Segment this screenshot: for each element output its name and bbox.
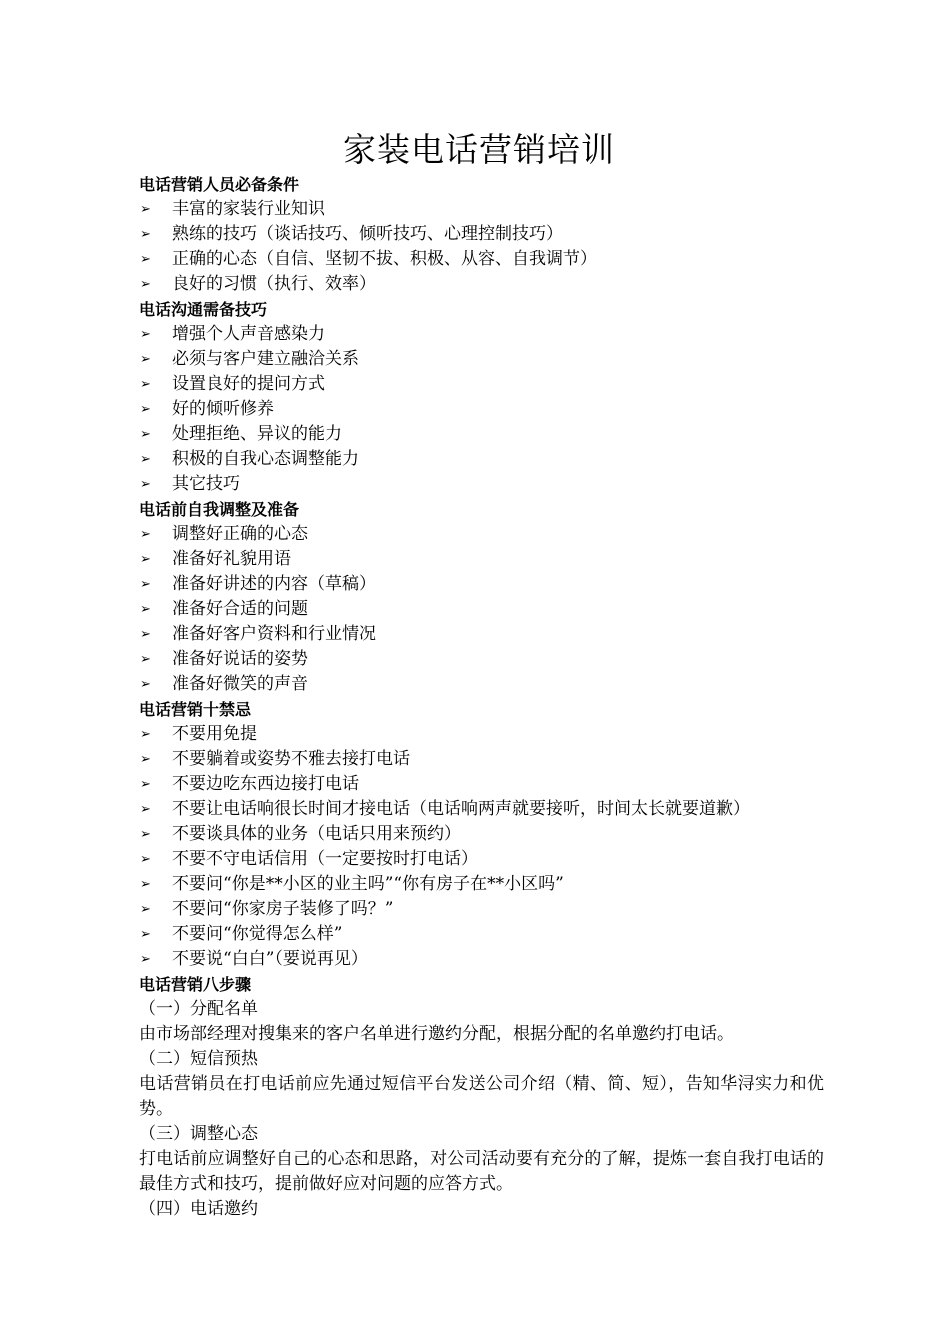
arrowhead-bullet-icon: ➢ <box>140 452 151 467</box>
list-item-text: 准备好说话的姿势 <box>172 649 308 669</box>
step-title: （二）短信预热 <box>139 1049 258 1069</box>
bullet-list <box>139 322 829 497</box>
list-item-text: 熟练的技巧（谈话技巧、倾听技巧、心理控制技巧） <box>172 224 563 244</box>
document-title: 家装电话营销培训 <box>343 130 615 169</box>
arrowhead-bullet-icon: ➢ <box>140 902 151 917</box>
list-item-text: 其它技巧 <box>172 474 240 494</box>
arrowhead-bullet-icon: ➢ <box>140 402 151 417</box>
list-item-text: 良好的习惯（执行、效率） <box>172 274 376 294</box>
arrowhead-bullet-icon: ➢ <box>140 927 151 942</box>
list-item-text: 积极的自我心态调整能力 <box>172 449 359 469</box>
list-item-text: 正确的心态（自信、坚韧不拔、积极、从容、自我调节） <box>172 249 597 269</box>
arrowhead-bullet-icon: ➢ <box>140 852 151 867</box>
arrowhead-bullet-icon: ➢ <box>140 802 151 817</box>
list-item <box>139 622 829 647</box>
list-item <box>139 772 829 797</box>
list-item-text: 不要边吃东西边接打电话 <box>172 774 359 794</box>
arrowhead-bullet-icon: ➢ <box>140 377 151 392</box>
bullet-list <box>139 197 829 297</box>
arrowhead-bullet-icon: ➢ <box>140 777 151 792</box>
list-item <box>139 247 829 272</box>
list-item <box>139 347 829 372</box>
arrowhead-bullet-icon: ➢ <box>140 727 151 742</box>
list-item <box>139 422 829 447</box>
list-item-text: 准备好客户资料和行业情况 <box>172 624 376 644</box>
arrowhead-bullet-icon: ➢ <box>140 352 151 367</box>
document-content <box>139 172 829 1222</box>
list-item <box>139 522 829 547</box>
list-item-text: 准备好礼貌用语 <box>172 549 291 569</box>
list-item-text: 不要说“白白”（要说再见） <box>172 949 368 969</box>
list-item-text: 准备好微笑的声音 <box>172 674 308 694</box>
arrowhead-bullet-icon: ➢ <box>140 652 151 667</box>
section-heading: 电话前自我调整及准备 <box>139 500 300 519</box>
list-item <box>139 897 829 922</box>
list-item-text: 好的倾听修养 <box>172 399 274 419</box>
list-item <box>139 572 829 597</box>
list-item <box>139 822 829 847</box>
list-item <box>139 322 829 347</box>
section-heading: 电话营销十禁忌 <box>139 700 252 719</box>
step-paragraph: 打电话前应调整好自己的心态和思路，对公司活动要有充分的了解，提炼一套自我打电话的最佳方式和技巧，提前做好应对问题的应答方式。 <box>139 1149 824 1194</box>
list-item <box>139 847 829 872</box>
arrowhead-bullet-icon: ➢ <box>140 477 151 492</box>
list-item-text: 不要让电话响很长时间才接电话（电话响两声就要接听，时间太长就要道歉） <box>172 799 750 819</box>
arrowhead-bullet-icon: ➢ <box>140 327 151 342</box>
arrowhead-bullet-icon: ➢ <box>140 527 151 542</box>
list-item <box>139 597 829 622</box>
list-item <box>139 647 829 672</box>
arrowhead-bullet-icon: ➢ <box>140 202 151 217</box>
list-item <box>139 947 829 972</box>
arrowhead-bullet-icon: ➢ <box>140 577 151 592</box>
arrowhead-bullet-icon: ➢ <box>140 627 151 642</box>
section-heading: 电话营销人员必备条件 <box>139 175 300 194</box>
list-item <box>139 722 829 747</box>
arrowhead-bullet-icon: ➢ <box>140 827 151 842</box>
bullet-list <box>139 522 829 697</box>
list-item-text: 增强个人声音感染力 <box>172 324 325 344</box>
list-item <box>139 797 829 822</box>
list-item-text: 丰富的家装行业知识 <box>172 199 325 219</box>
list-item <box>139 447 829 472</box>
bullet-list <box>139 722 829 972</box>
list-item <box>139 672 829 697</box>
list-item-text: 不要不守电话信用（一定要按时打电话） <box>172 849 478 869</box>
list-item-text: 准备好合适的问题 <box>172 599 308 619</box>
arrowhead-bullet-icon: ➢ <box>140 677 151 692</box>
step-title: （一）分配名单 <box>139 999 258 1019</box>
list-item <box>139 197 829 222</box>
arrowhead-bullet-icon: ➢ <box>140 602 151 617</box>
list-item <box>139 222 829 247</box>
list-item-text: 不要躺着或姿势不雅去接打电话 <box>172 749 410 769</box>
arrowhead-bullet-icon: ➢ <box>140 227 151 242</box>
list-item <box>139 397 829 422</box>
list-item <box>139 747 829 772</box>
list-item-text: 准备好讲述的内容（草稿） <box>172 574 376 594</box>
list-item-text: 必须与客户建立融洽关系 <box>172 349 359 369</box>
section-heading: 电话沟通需备技巧 <box>139 300 268 319</box>
list-item-text: 不要问“你家房子装修了吗？” <box>172 899 394 919</box>
section-heading: 电话营销八步骤 <box>139 975 252 994</box>
arrowhead-bullet-icon: ➢ <box>140 252 151 267</box>
list-item <box>139 372 829 397</box>
arrowhead-bullet-icon: ➢ <box>140 952 151 967</box>
list-item-text: 不要谈具体的业务（电话只用来预约） <box>172 824 461 844</box>
list-item-text: 调整好正确的心态 <box>172 524 308 544</box>
list-item-text: 处理拒绝、异议的能力 <box>172 424 342 444</box>
step-title: （三）调整心态 <box>139 1124 258 1144</box>
list-item <box>139 922 829 947</box>
step-paragraph: 由市场部经理对搜集来的客户名单进行邀约分配，根据分配的名单邀约打电话。 <box>139 1024 734 1044</box>
step-paragraph: 电话营销员在打电话前应先通过短信平台发送公司介绍（精、简、短），告知华浔实力和优势。 <box>139 1074 824 1119</box>
list-item <box>139 872 829 897</box>
list-item <box>139 547 829 572</box>
list-item-text: 不要问“你是**小区的业主吗”“你有房子在**小区吗” <box>172 874 564 894</box>
list-item-text: 不要问“你觉得怎么样” <box>172 924 343 944</box>
list-item <box>139 272 829 297</box>
arrowhead-bullet-icon: ➢ <box>140 552 151 567</box>
list-item-text: 设置良好的提问方式 <box>172 374 325 394</box>
list-item-text: 不要用免提 <box>172 724 257 744</box>
list-item <box>139 472 829 497</box>
step-title: （四）电话邀约 <box>139 1199 258 1219</box>
arrowhead-bullet-icon: ➢ <box>140 877 151 892</box>
arrowhead-bullet-icon: ➢ <box>140 752 151 767</box>
arrowhead-bullet-icon: ➢ <box>140 427 151 442</box>
arrowhead-bullet-icon: ➢ <box>140 277 151 292</box>
